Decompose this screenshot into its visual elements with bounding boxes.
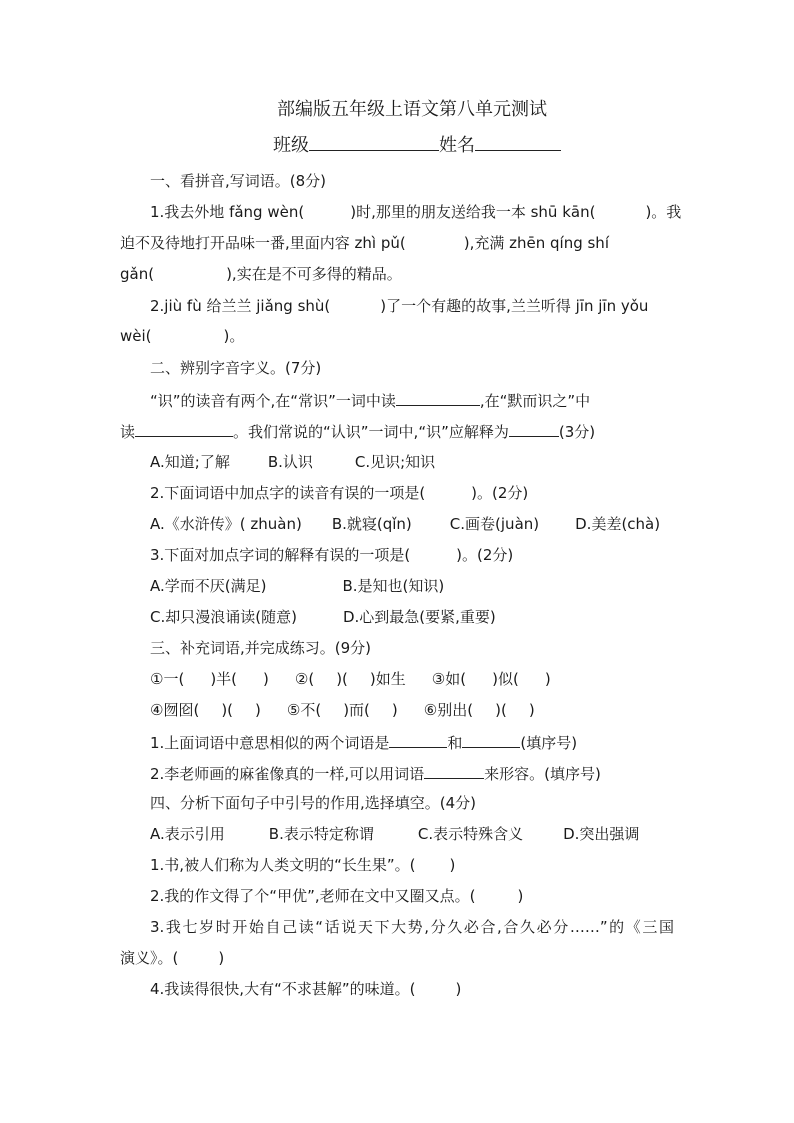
text: ) (449, 856, 456, 874)
s4-q4 (150, 979, 461, 999)
text: 2.jiù fù 给兰兰 jiǎng shù( (150, 297, 331, 315)
class-blank[interactable] (309, 134, 439, 151)
text: ②( (294, 670, 315, 688)
text: 演义》。( (120, 949, 179, 967)
text: “识”的读音有两个,在“常识”一词中读 (150, 392, 396, 410)
text: 1.上面词语中意思相似的两个词语是 (150, 734, 390, 752)
text: 读 (120, 423, 136, 441)
text: )了一个有趣的故事,兰兰听得 jīn jīn yǒu (380, 297, 649, 315)
page-title: 部编版五年级上语文第八单元测试 (277, 99, 547, 120)
text: 2.下面词语中加点字的读音有误的一项是( (150, 484, 426, 502)
text: )( (495, 701, 507, 719)
text: wèi( (120, 327, 152, 345)
text: ⑥别出( (423, 701, 474, 719)
s3-words-row-2 (150, 700, 535, 720)
option[interactable]: D.美差(chà) (575, 515, 661, 533)
s2-options-3b (150, 607, 496, 627)
s3-q2 (150, 762, 601, 784)
text: )。 (223, 327, 245, 345)
option[interactable]: C.画卷(juàn) (449, 515, 540, 533)
s2-options-3a (150, 576, 444, 596)
option[interactable]: B.表示特定称谓 (268, 825, 374, 843)
text: ) (517, 887, 524, 905)
header-fields (273, 134, 561, 156)
text: )( (336, 670, 348, 688)
s1-q1-line1 (150, 202, 682, 222)
section-2-heading: 二、辨别字音字义。(7分) (150, 359, 322, 377)
s3-words-row-1 (150, 669, 551, 689)
text: ) (528, 701, 535, 719)
text: ) (391, 701, 398, 719)
text: ④囫囵( (150, 701, 200, 719)
text: 来形容。(填序号) (484, 765, 601, 783)
text: ①一( (150, 670, 185, 688)
text: )半( (210, 670, 238, 688)
s1-q2-line1 (150, 296, 674, 316)
option[interactable]: A.表示引用 (150, 825, 225, 843)
text: (填序号) (520, 734, 578, 752)
option[interactable]: D.突出强调 (563, 825, 640, 843)
text: 1.我去外地 fǎng wèn( (150, 203, 305, 221)
answer-blank[interactable] (396, 389, 480, 406)
text: ⑤不( (286, 701, 322, 719)
answer-blank[interactable] (424, 762, 484, 779)
text: ) (218, 949, 225, 967)
text: ,在“默而识之”中 (479, 392, 591, 410)
s2-q1-line2 (120, 420, 595, 442)
text: (3分) (558, 423, 596, 441)
option[interactable]: C.却只漫浪诵读(随意) (150, 608, 297, 626)
text: ),实在是不可多得的精品。 (226, 265, 402, 283)
answer-blank[interactable] (462, 731, 520, 748)
option[interactable]: A.知道;了解 (150, 453, 230, 471)
text: 2.我的作文得了个“甲优”,老师在文中又圈又点。( (150, 887, 476, 905)
text: 4.我读得很快,大有“不求甚解”的味道。( (150, 980, 416, 998)
s4-q3-line1: 3.我七岁时开始自己读“话说天下大势,分久必合,合久必分……”的《三国 (150, 918, 674, 936)
text: )( (221, 701, 234, 719)
text: )而( (343, 701, 370, 719)
s1-q1-line2 (120, 233, 674, 253)
option[interactable]: C.表示特殊含义 (417, 825, 524, 843)
text: ) (544, 670, 551, 688)
option[interactable]: C.见识;知识 (354, 453, 436, 471)
s2-q2 (150, 483, 528, 503)
option[interactable]: A.《水浒传》( zhuàn) (150, 515, 302, 533)
text: ③如( (431, 670, 467, 688)
text: )如生 (369, 670, 406, 688)
s4-q1 (150, 855, 455, 875)
text: ) (455, 980, 462, 998)
class-label: 班级 (273, 135, 309, 156)
text: 迫不及待地打开品味一番,里面内容 zhì pǔ( (120, 234, 406, 252)
s4-q2 (150, 886, 523, 906)
text: 和 (447, 734, 463, 752)
text: )似( (492, 670, 519, 688)
name-blank[interactable] (475, 134, 561, 151)
text: ),充满 zhēn qíng shí (463, 234, 609, 252)
option[interactable]: A.学而不厌(满足) (150, 577, 267, 595)
text: 2.李老师画的麻雀像真的一样,可以用词语 (150, 765, 425, 783)
s2-q3 (150, 545, 513, 565)
option[interactable]: B.就寝(qǐn) (331, 515, 412, 533)
s4-options (150, 824, 639, 844)
s2-q1-line1 (150, 389, 590, 411)
s1-q2-line2 (120, 326, 244, 346)
text: ) (255, 701, 261, 719)
answer-blank[interactable] (389, 731, 447, 748)
text: gǎn( (120, 265, 155, 283)
text: 3.下面对加点字词的解释有误的一项是( (150, 546, 411, 564)
text: )时,那里的朋友送给我一本 shū kān( (350, 203, 596, 221)
option[interactable]: B.认识 (267, 453, 313, 471)
text: )。(2分) (456, 546, 514, 564)
text: ) (263, 670, 269, 688)
text: 1.书,被人们称为人类文明的“长生果”。( (150, 856, 416, 874)
section-4-heading: 四、分析下面句子中引号的作用,选择填空。(4分) (150, 794, 477, 812)
option[interactable]: B.是知也(知识) (342, 577, 445, 595)
s4-q3-line2 (120, 948, 224, 968)
text: 。我们常说的“认识”一词中,“识”应解释为 (233, 423, 509, 441)
s1-q1-line3 (120, 264, 402, 284)
s2-options-2 (150, 514, 660, 534)
answer-blank[interactable] (509, 420, 559, 437)
answer-blank[interactable] (135, 420, 233, 437)
s3-q1 (150, 731, 577, 753)
option[interactable]: D.心到最急(要紧,重要) (342, 608, 496, 626)
section-1-heading: 一、看拼音,写词语。(8分) (150, 172, 327, 190)
s2-options-1 (150, 452, 435, 472)
name-label: 姓名 (439, 135, 475, 156)
section-3-heading: 三、补充词语,并完成练习。(9分) (150, 639, 372, 657)
text: )。我 (645, 203, 682, 221)
text: )。(2分) (471, 484, 529, 502)
